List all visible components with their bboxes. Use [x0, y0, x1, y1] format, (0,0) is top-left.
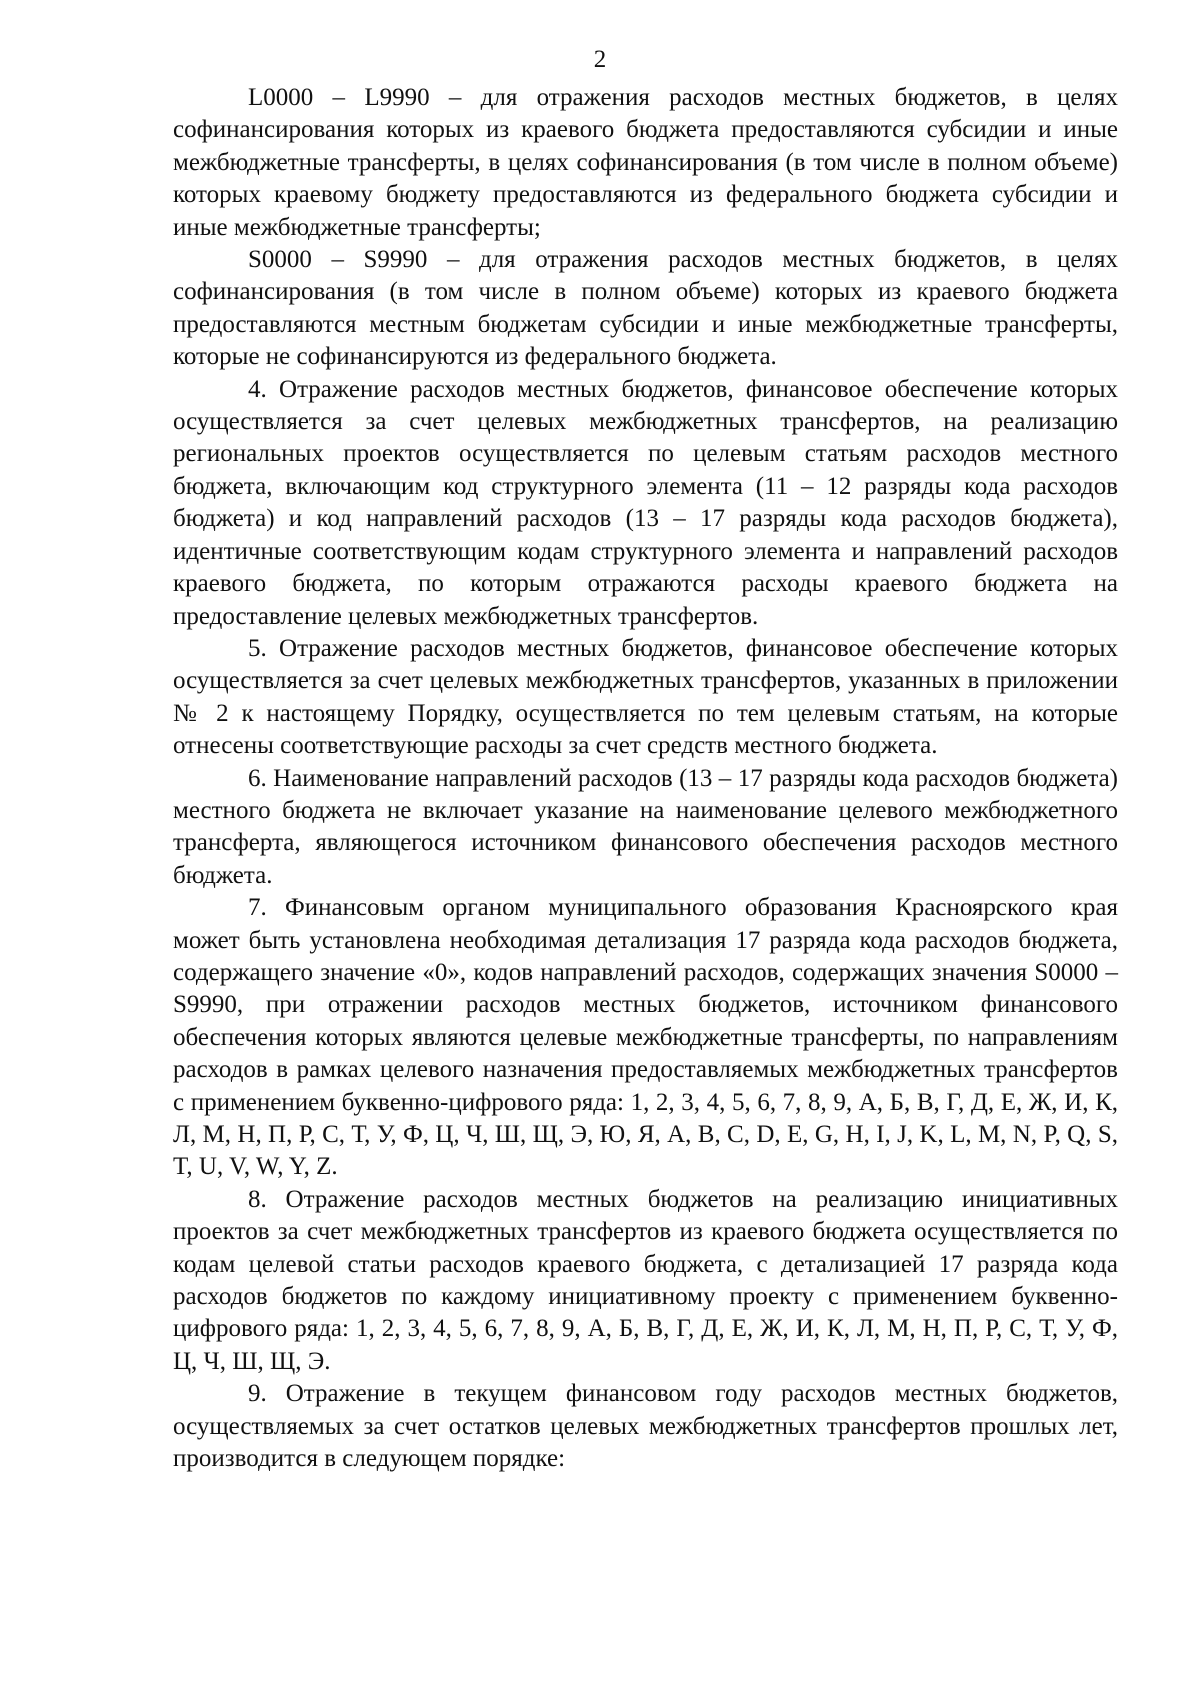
paragraph-s-codes: S0000 – S9990 – для отражения расходов местных бюджетов, в целях софинансирования (в том числе в полном объеме) которых из краевого бюджета предоставляются местным бюджетам субсидии и иные межбюджетные трансферты, которые не софинансируются из федерального бюджета. [173, 246, 1118, 371]
paragraph-item-6: 6. Наименование направлений расходов (13 – 17 разряды кода расходов бюджета) местного бюджета не включает указание на наименование целевого межбюджетного трансферта, являющегося источником финансового обеспечения расходов местного бюджета. [173, 764, 1118, 889]
paragraph-item-8: 8. Отражение расходов местных бюджетов на реализацию инициативных проектов за счет межбюджетных трансфертов из краевого бюджета осуществляется по кодам целевой статьи расходов краевого бюджета, с детализацией 17 разряда кода расходов бюджетов по каждому инициативному проекту с применением буквенно-цифрового ряда: 1, 2, 3, 4, 5, 6, 7, 8, 9, А, Б, В, Г, Д, Е, Ж, И, К, Л, М, Н, П, Р, С, Т, У, Ф, Ц, Ч, Ш, Щ, Э. [173, 1185, 1118, 1375]
document-body [173, 82, 1118, 1475]
paragraph-item-4: 4. Отражение расходов местных бюджетов, финансовое обеспечение которых осуществляется за счет целевых межбюджетных трансфертов, на реализацию региональных проектов осуществляется по целевым статьям расходов местного бюджета, включающим код структурного элемента (11 – 12 разряды кода расходов бюджета) и код направлений расходов (13 – 17 разряды кода расходов бюджета), идентичные соответствующим кодам структурного элемента и направлений расходов краевого бюджета, по которым отражаются расходы краевого бюджета на предоставление целевых межбюджетных трансфертов. [173, 375, 1118, 630]
paragraph-item-5: 5. Отражение расходов местных бюджетов, финансовое обеспечение которых осуществляется за счет целевых межбюджетных трансфертов, указанных в приложении № 2 к настоящему Порядку, осуществляется по тем целевым статьям, на которые отнесены соответствующие расходы за счет средств местного бюджета. [173, 634, 1118, 760]
paragraph-item-7: 7. Финансовым органом муниципального образования Красноярского края может быть установлена необходимая детализация 17 разряда кода расходов бюджета, содержащего значение «0», кодов направлений расходов, содержащих значения S0000 – S9990, при отражении расходов местных бюджетов, источником финансового обеспечения которых являются целевые межбюджетные трансферты, по направлениям расходов в рамках целевого назначения предоставляемых межбюджетных трансфертов с применением буквенно-цифрового ряда: 1, 2, 3, 4, 5, 6, 7, 8, 9, А, Б, В, Г, Д, Е, Ж, И, К, Л, М, Н, П, Р, С, Т, У, Ф, Ц, Ч, Ш, Щ, Э, Ю, Я, A, B, C, D, E, G, H, I, J, K, L, M, N, P, Q, S, T, U, V, W, Y, Z. [173, 894, 1118, 1181]
paragraph-item-9: 9. Отражение в текущем финансовом году расходов местных бюджетов, осуществляемых за счет остатков целевых межбюджетных трансфертов прошлых лет, производится в следующем порядке: [173, 1380, 1118, 1473]
paragraph-l-codes: L0000 – L9990 – для отражения расходов местных бюджетов, в целях софинансирования которых из краевого бюджета предоставляются субсидии и иные межбюджетные трансферты, в целях софинансирования (в том числе в полном объеме) которых краевому бюджету предоставляются из федерального бюджета субсидии и иные межбюджетные трансферты; [173, 84, 1118, 241]
page-number: 2 [593, 46, 607, 73]
